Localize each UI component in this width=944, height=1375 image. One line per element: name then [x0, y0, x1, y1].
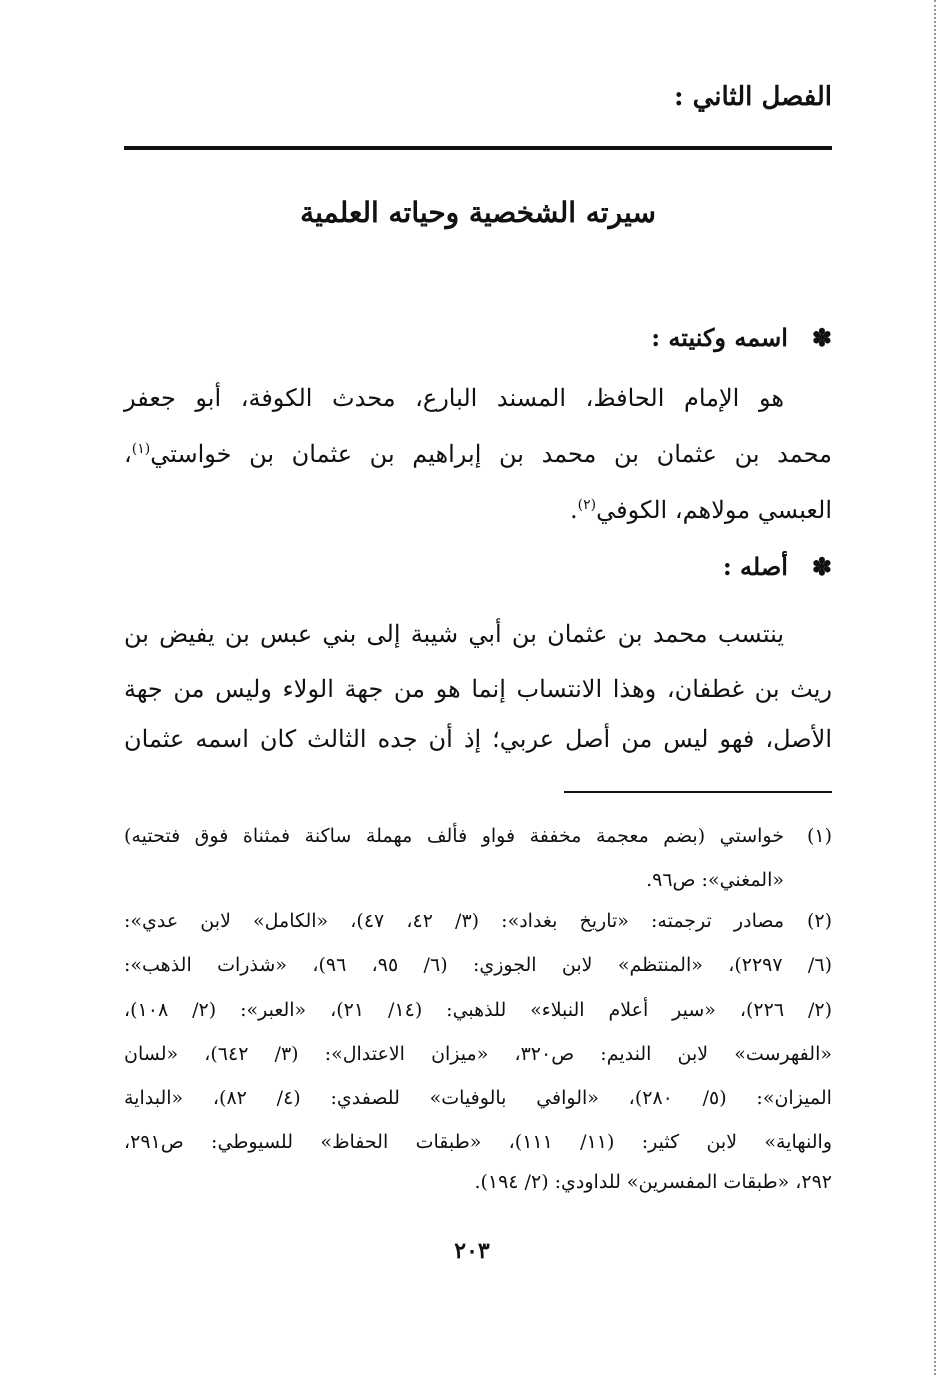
body-line: ينتسب محمد بن عثمان بن أبي شيبة إلى بني عبس بن يفيض بن: [124, 620, 784, 648]
heading-origin: [723, 552, 832, 581]
footnote-line: مصادر ترجمته: «تاريخ بغداد»: (٣/ ٤٢، ٤٧)، «الكامل» لابن عدي»:: [124, 910, 785, 932]
footnote-line: والنهاية» لابن كثير: (١١/ ١١١)، «طبقات الحفاظ» للسيوطي: ص٢٩١،: [124, 1131, 832, 1153]
body-line: [124, 437, 832, 471]
footnote-line: «المغني»: ص٩٦.: [646, 869, 784, 891]
footnote-line: خواستي (بضم معجمة مخففة فواو فألف مهملة ساكنة فمثناة فوق فتحتيه): [124, 825, 784, 847]
chapter-label: الفصل الثاني :: [673, 82, 832, 112]
punctuation: ،: [124, 440, 132, 468]
footnote-number: (١): [806, 825, 832, 847]
binding-edge-dots: [934, 0, 936, 1375]
asterism-icon: ✽: [811, 552, 832, 581]
body-line: هو الإمام الحافظ، المسند البارع، محدث الكوفة، أبو جعفر: [124, 384, 784, 412]
body-line: الأصل، فهو ليس من أصل عربي؛ إذ أن جده الثالث كان اسمه عثمان: [124, 725, 832, 753]
footnote-ref: (٢): [577, 497, 597, 513]
footnote-line: الميزان»: (٥/ ٢٨٠)، «الوافي بالوفيات» للصفدي: (٤/ ٨٢)، «البداية: [124, 1087, 832, 1109]
heading-text: اسمه وكنيته :: [651, 323, 788, 352]
footnote-rule: [564, 791, 832, 793]
asterism-icon: ✽: [811, 323, 832, 352]
page-number: ٢٠٣: [454, 1238, 490, 1264]
section-title: سيرته الشخصية وحياته العلمية: [300, 196, 656, 229]
footnote-line: (٦/ ٢٢٩٧)، «المنتظم» لابن الجوزي: (٦/ ٩٥، ٩٦)، «شذرات الذهب»:: [124, 954, 832, 976]
heading-name-kunya: [651, 323, 832, 352]
footnote-line: «الفهرست» لابن النديم: ص٣٢٠، «ميزان الاعتدال»: (٣/ ٦٤٢)، «لسان: [124, 1043, 832, 1065]
heading-text: أصله :: [722, 552, 788, 581]
body-line: [124, 493, 832, 527]
footnote-line: ٢٩٢، «طبقات المفسرين» للداودي: (٢/ ١٩٤).: [474, 1171, 832, 1193]
footnote-ref: (١): [131, 441, 151, 457]
punctuation: .: [569, 496, 578, 524]
header-rule: [124, 146, 832, 150]
body-text: محمد بن عثمان بن محمد بن إبراهيم بن عثمان بن خواستي: [150, 440, 833, 468]
footnote-number: (٢): [806, 910, 832, 932]
body-text: العبسي مولاهم، الكوفي: [596, 496, 832, 524]
footnote-line: (٢/ ٢٢٦)، «سير أعلام النبلاء» للذهبي: (١٤/ ٢١)، «العبر»: (٢/ ١٠٨)،: [124, 999, 833, 1021]
body-line: ريث بن غطفان، وهذا الانتساب إنما هو من جهة الولاء وليس من جهة: [124, 675, 832, 703]
